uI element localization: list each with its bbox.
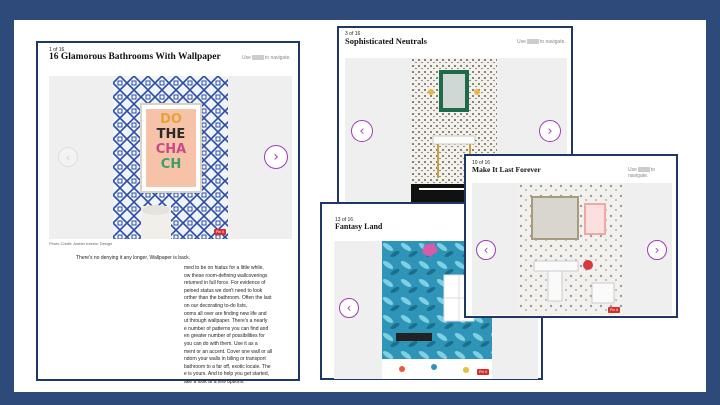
chevron-left-icon: ‹	[359, 123, 365, 139]
article-body-line: orther than the bathroom. Often the last	[184, 295, 272, 302]
article-title: Make It Last Forever	[472, 165, 541, 174]
chevron-right-icon: ›	[547, 123, 553, 139]
article-body-line: ow these room-defining wallcoverings	[184, 272, 268, 279]
article-title: Sophisticated Neutrals	[345, 36, 427, 46]
chevron-left-icon: ‹	[346, 301, 352, 315]
chevron-left-icon: ‹	[65, 150, 71, 164]
chevron-right-icon: ›	[654, 243, 660, 257]
pin-it-button[interactable]: Pin it	[216, 230, 224, 234]
poster-line-4: CH	[160, 157, 182, 172]
poster-line-3: CHA	[155, 142, 187, 157]
article-body-line: peined status we don't need to look	[184, 287, 263, 294]
poster-line-1: DO	[160, 112, 182, 127]
article-card-main	[36, 41, 300, 385]
poster-line-2: THE	[156, 127, 186, 142]
slide-photo	[113, 76, 228, 239]
article-body-line: ake a look at a few options.	[184, 378, 245, 385]
article-body-line: ndorn your walls in biling or transport	[184, 356, 266, 363]
article-title: 16 Glamorous Bathrooms With Wallpaper	[49, 52, 221, 62]
keyboard-nav-hint: Use to navigate.	[628, 167, 656, 179]
article-body-line: bathroom to a far off, exotic locale. The	[184, 363, 271, 370]
article-title: Fantasy Land	[335, 222, 383, 231]
next-slide-button[interactable]	[539, 120, 561, 142]
article-body-line: med to be on hiatus for a little while,	[184, 265, 264, 271]
slide-counter: 13 of 16	[335, 217, 354, 223]
prev-slide-button[interactable]	[351, 120, 373, 142]
prev-slide-button[interactable]	[58, 147, 78, 167]
pin-it-button[interactable]: Pin it	[610, 308, 618, 312]
keyboard-nav-hint: Use to navigate.	[517, 39, 566, 45]
article-body-line: e number of patterns you can find and	[184, 325, 269, 332]
next-slide-button[interactable]	[647, 240, 667, 260]
arrow-keys-icon	[527, 39, 539, 44]
article-body-line: ut through wallpaper. There's a nearly	[184, 318, 268, 325]
prev-slide-button[interactable]	[476, 240, 496, 260]
prev-slide-button[interactable]	[339, 298, 359, 318]
article-body-line: you can do with them. Use it as a	[184, 340, 258, 347]
article-body-line: en greater number of possibilities for	[184, 333, 265, 340]
article-body-line: ment or an accent. Cover one wall or all	[184, 348, 273, 355]
slide-counter: 10 of 16	[472, 160, 491, 166]
article-lead: There's no denying it any longer, Wallpaper is back.	[76, 255, 191, 261]
article-body-line: ooms all over are finding new life and	[184, 310, 267, 317]
forever-bathroom-illustration	[518, 183, 622, 315]
arrow-keys-icon	[252, 55, 264, 60]
chevron-right-icon: ›	[273, 149, 279, 165]
slide-counter: 1 of 16	[49, 47, 65, 53]
article-card-forever	[464, 154, 678, 318]
photo-credit: Photo Credit: Amber Interior Design	[49, 241, 113, 246]
poster-text	[146, 112, 196, 172]
article-body-line: on our decorating to-do lists,	[184, 302, 248, 309]
keyboard-nav-hint: Use to navigate.	[242, 55, 291, 61]
arrow-keys-icon	[638, 167, 650, 172]
slide-counter: 3 of 16	[345, 31, 361, 37]
article-body-line: e is yours. And to help you get started,	[184, 371, 270, 378]
slide-photo	[518, 183, 622, 315]
chevron-left-icon: ‹	[483, 243, 489, 257]
next-slide-button[interactable]	[264, 145, 288, 169]
article-body	[184, 265, 296, 387]
pin-it-button[interactable]: Pin it	[479, 370, 487, 374]
article-body-line: returned in full force. For evidence of	[184, 280, 266, 287]
